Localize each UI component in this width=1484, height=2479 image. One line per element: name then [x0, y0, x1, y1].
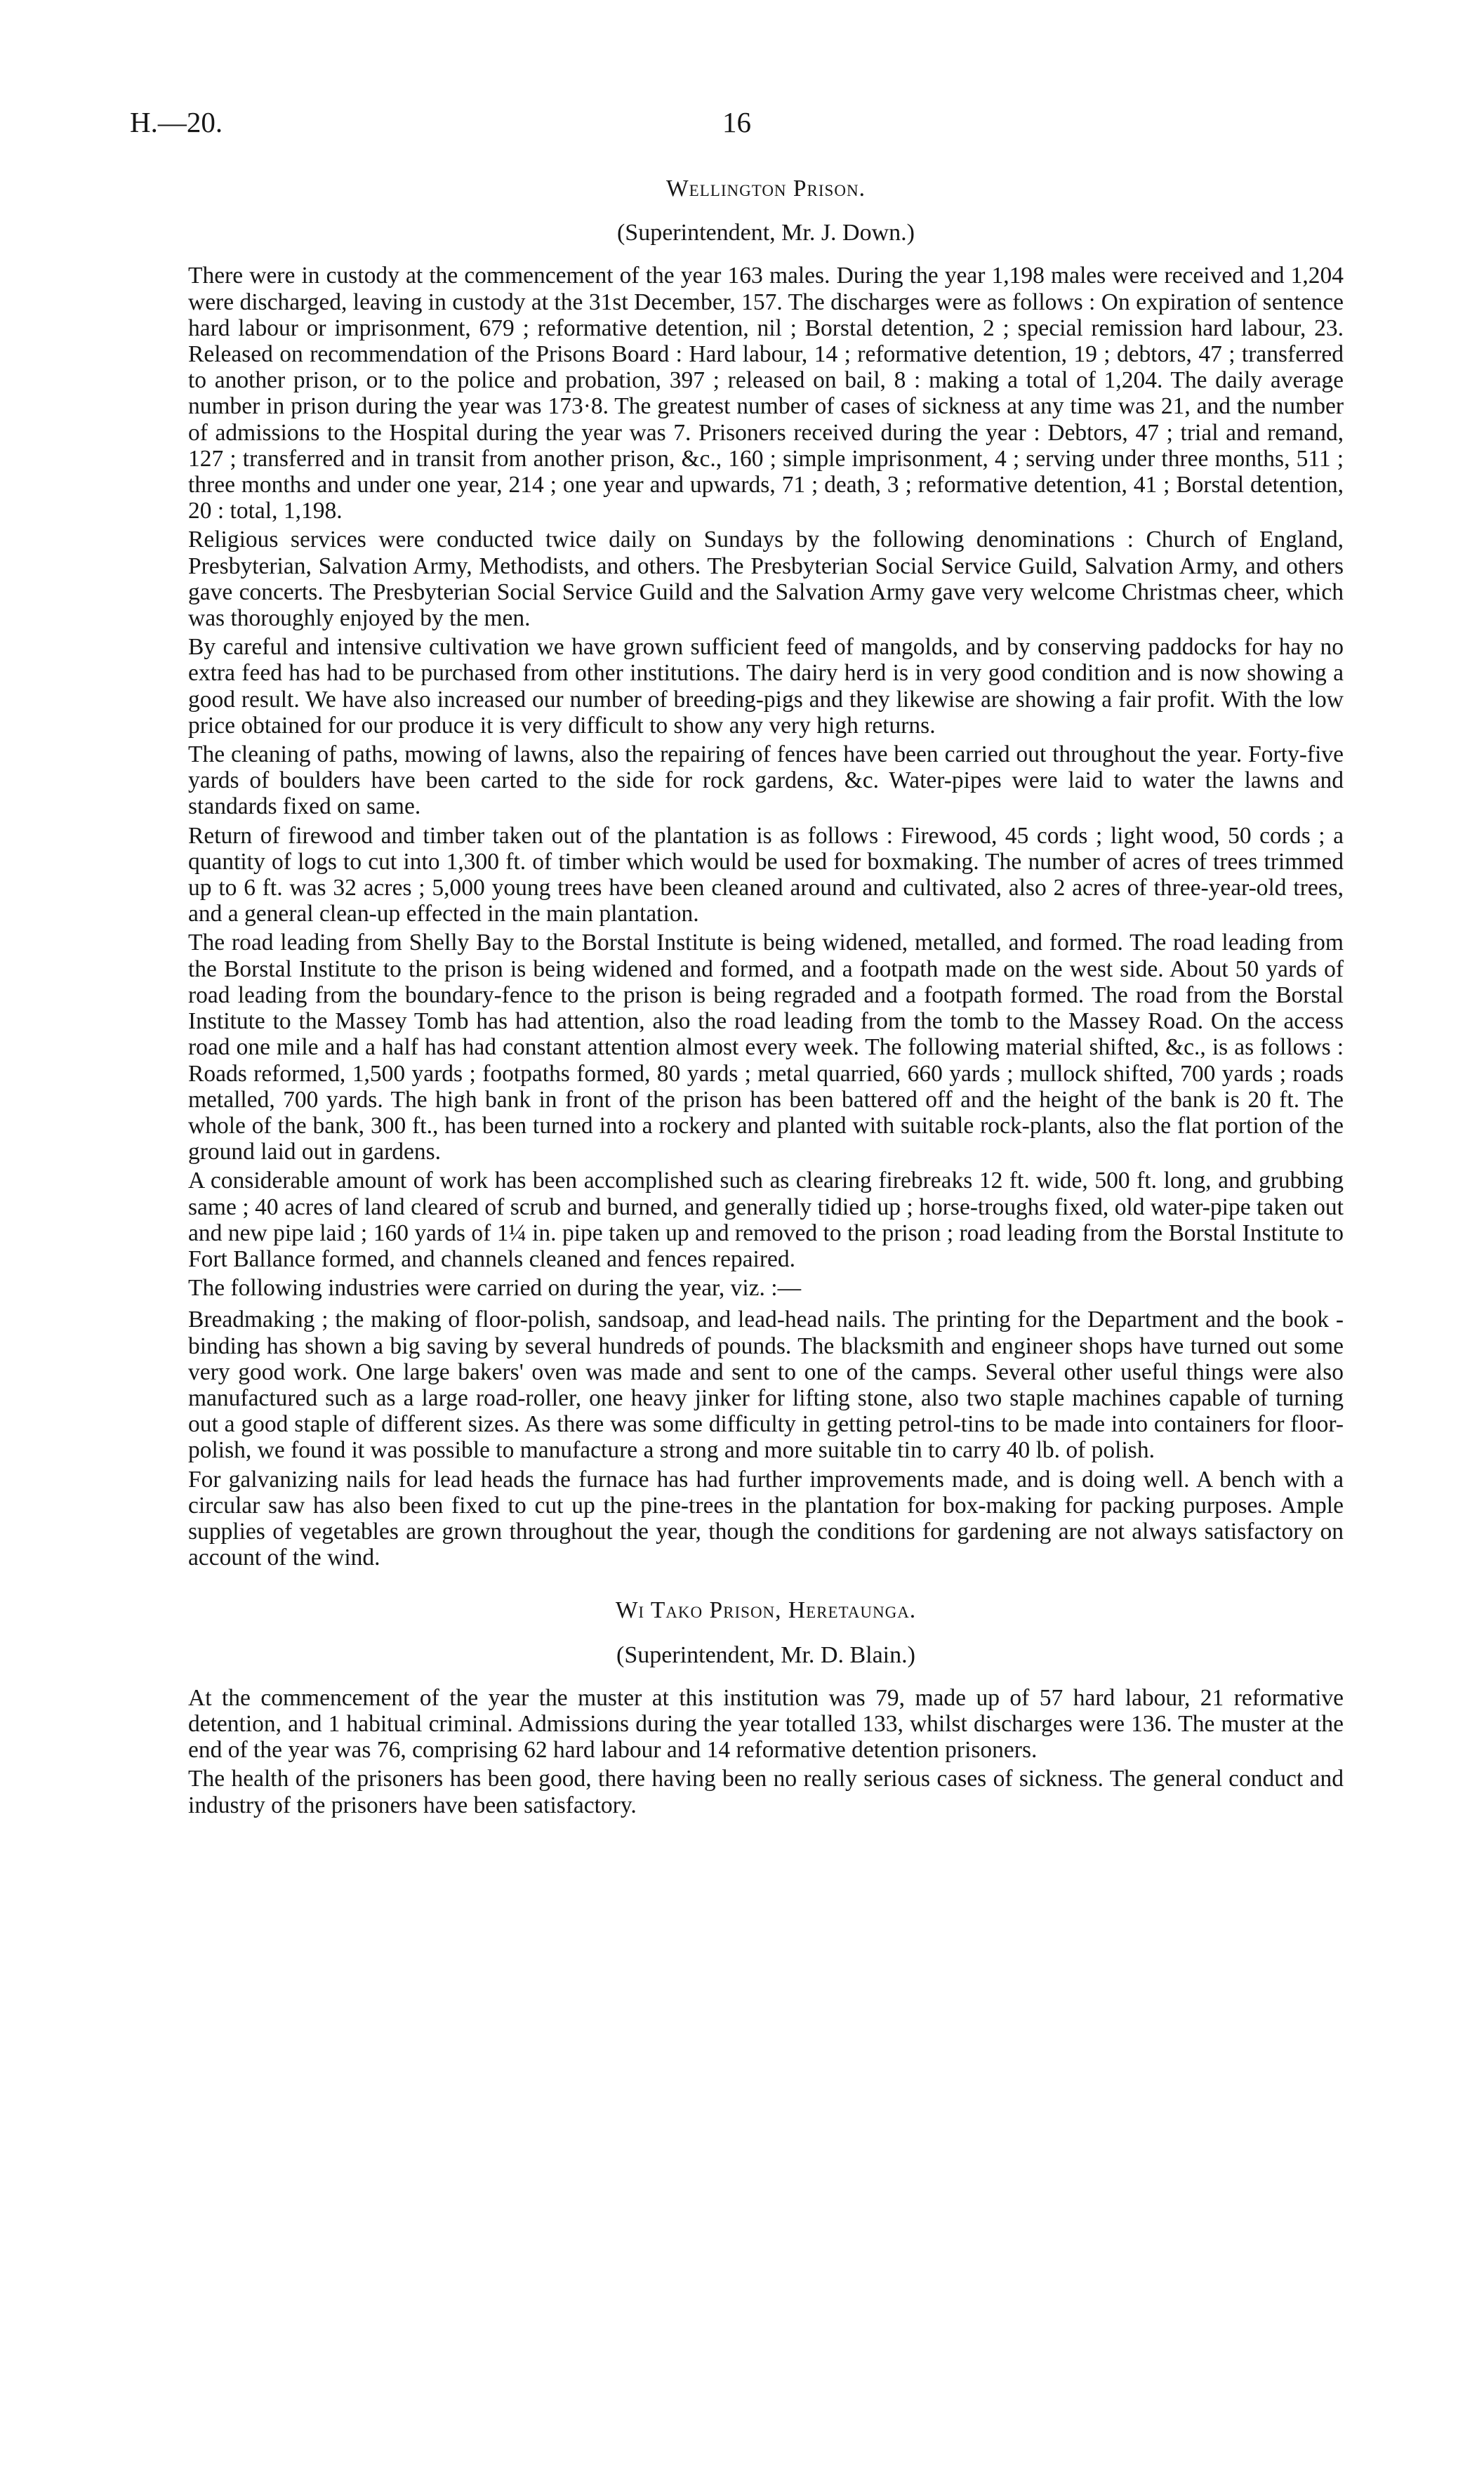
superintendent-wi-tako: (Superintendent, Mr. D. Blain.) [616, 1641, 915, 1668]
paragraph: The cleaning of paths, mowing of lawns, also the repairing of fences have been carried out throughout the year. Forty-five yards of boulders have been carted to the side for rock gardens, &c. Water-pipes were laid to water the lawns and standards fixed on same. [188, 741, 1344, 820]
paragraph: Return of firewood and timber taken out of the plantation is as follows : Firewood, 45 cords ; light wood, 50 cords ; a quantity of logs to cut into 1,300 ft. of timber which would be used for boxmaking. The number of acres of trees trimmed up to 6 ft. was 32 acres ; 5,000 young trees have been cleaned around and cultivated, also 2 acres of three-year-old trees, and a general clean-up effected in the main plantation. [188, 822, 1344, 927]
page-number: 16 [722, 106, 751, 138]
paragraph: There were in custody at the commencement of the year 163 males. During the year 1,198 males were received and 1,204 were discharged, leaving in custody at the 31st December, 157. The discharges were as follows : On expiration of sentence hard labour or imprisonment, 679 ; reformative detention, nil ; Borstal detention, 2 ; special remission hard labour, 23. Released on recommendation of the Prisons Board : Hard labour, 14 ; reformative detention, 19 ; debtors, 47 ; transferred to another prison, or to the police and probation, 397 ; released on bail, 8 : making a total of 1,204. The daily average number in prison during the year was 173·8. The greatest number of cases of sickness at any time was 21, and the number of admissions to the Hospital during the year was 7. Prisoners received during the year : Debtors, 47 ; trial and remand, 127 ; transferred and in transit from another prison, &c., 160 ; simple imprisonment, 4 ; serving under three months, 511 ; three months and under one year, 214 ; one year and upwards, 71 ; death, 3 ; reformative detention, 41 ; Borstal detention, 20 : total, 1,198. [188, 263, 1344, 524]
paragraph: Religious services were conducted twice daily on Sundays by the following denominations : Church of England, Presbyterian, Salvation Army, Methodists, and others. The Presbyterian Social Service Guild, Salvation Army, and others gave concerts. The Presbyterian Social Service Guild and the Salvation Army gave very welcome Christmas cheer, which was thoroughly enjoyed by the men. [188, 527, 1344, 632]
paragraph: The road leading from Shelly Bay to the Borstal Institute is being widened, metalled, and formed. The road leading from the Borstal Institute to the prison is being widened and formed, and a footpath made on the west side. About 50 yards of road leading from the boundary-fence to the prison is being regraded and a footpath formed. The road from the Borstal Institute to the Massey Tomb has had attention, also the road leading from the tomb to the Massey Road. On the access road one mile and a half has had constant attention almost every week. The following material shifted, &c., is as follows : Roads reformed, 1,500 yards ; footpaths formed, 80 yards ; metal quarried, 660 yards ; mullock shifted, 700 yards ; roads metalled, 700 yards. The high bank in front of the prison has been battered off and the height of the bank is 20 ft. The whole of the bank, 300 ft., has been turned into a rockery and planted with suitable rock-plants, also the flat portion of the ground laid out in gardens. [188, 930, 1344, 1165]
paragraph: A considerable amount of work has been accomplished such as clearing firebreaks 12 ft. wide, 500 ft. long, and grubbing same ; 40 acres of land cleared of scrub and burned, and generally tidied up ; horse-troughs fixed, old water-pipe taken out and new pipe laid ; 160 yards of 1¼ in. pipe taken up and removed to the prison ; road leading from the Borstal Institute to Fort Ballance formed, and channels cleaned and fences repaired. [188, 1168, 1344, 1272]
page-header [130, 105, 1346, 147]
section-title-wi-tako: Wi Tako Prison, Heretaunga. [615, 1597, 917, 1624]
paragraph: For galvanizing nails for lead heads the furnace has had further improvements made, and is doing well. A bench with a circular saw has also been fixed to cut up the pine-trees in the plantation for box-making for packing purposes. Ample supplies of vegetables are grown throughout the year, though the conditions for gardening are not always satisfactory on account of the wind. [188, 1466, 1344, 1571]
document-reference: H.—20. [130, 106, 223, 138]
paragraph: The health of the prisoners has been good, there having been no really serious cases of sickness. The general conduct and industry of the prisoners have been satisfactory. [188, 1766, 1344, 1818]
page-content [188, 168, 1344, 1818]
paragraph: By careful and intensive cultivation we have grown sufficient feed of mangolds, and by conserving paddocks for hay no extra feed has had to be purchased from other institutions. The dairy herd is in very good condition and is now showing a good result. We have also increased our number of breeding-pigs and they likewise are showing a fair profit. With the low price obtained for our produce it is very difficult to show any very high returns. [188, 634, 1344, 739]
superintendent-wellington: (Superintendent, Mr. J. Down.) [616, 220, 915, 246]
paragraph: At the commencement of the year the muster at this institution was 79, made up of 57 hard labour, 21 reformative detention, and 1 habitual criminal. Admissions during the year totalled 133, whilst discharges were 136. The muster at the end of the year was 76, comprising 62 hard labour and 14 reformative detention prisoners. [188, 1684, 1344, 1764]
section-title-wellington: Wellington Prison. [666, 176, 866, 201]
paragraph: The following industries were carried on during the year, viz. :— [188, 1275, 802, 1302]
paragraph: Breadmaking ; the making of floor-polish, sandsoap, and lead-head nails. The printing for the Department and the book - binding has shown a big saving by several hundreds of pounds. The blacksmith and engineer shops have turned out some very good work. One large bakers' oven was made and sent to one of the camps. Several other useful things were also manufactured such as a large road-roller, one heavy jinker for lifting stone, also two staple machines capable of turning out a good staple of different sizes. As there was some difficulty in getting petrol-tins to be made into containers for floor-polish, we found it was possible to manufacture a strong and more suitable tin to carry 40 lb. of polish. [188, 1307, 1344, 1464]
